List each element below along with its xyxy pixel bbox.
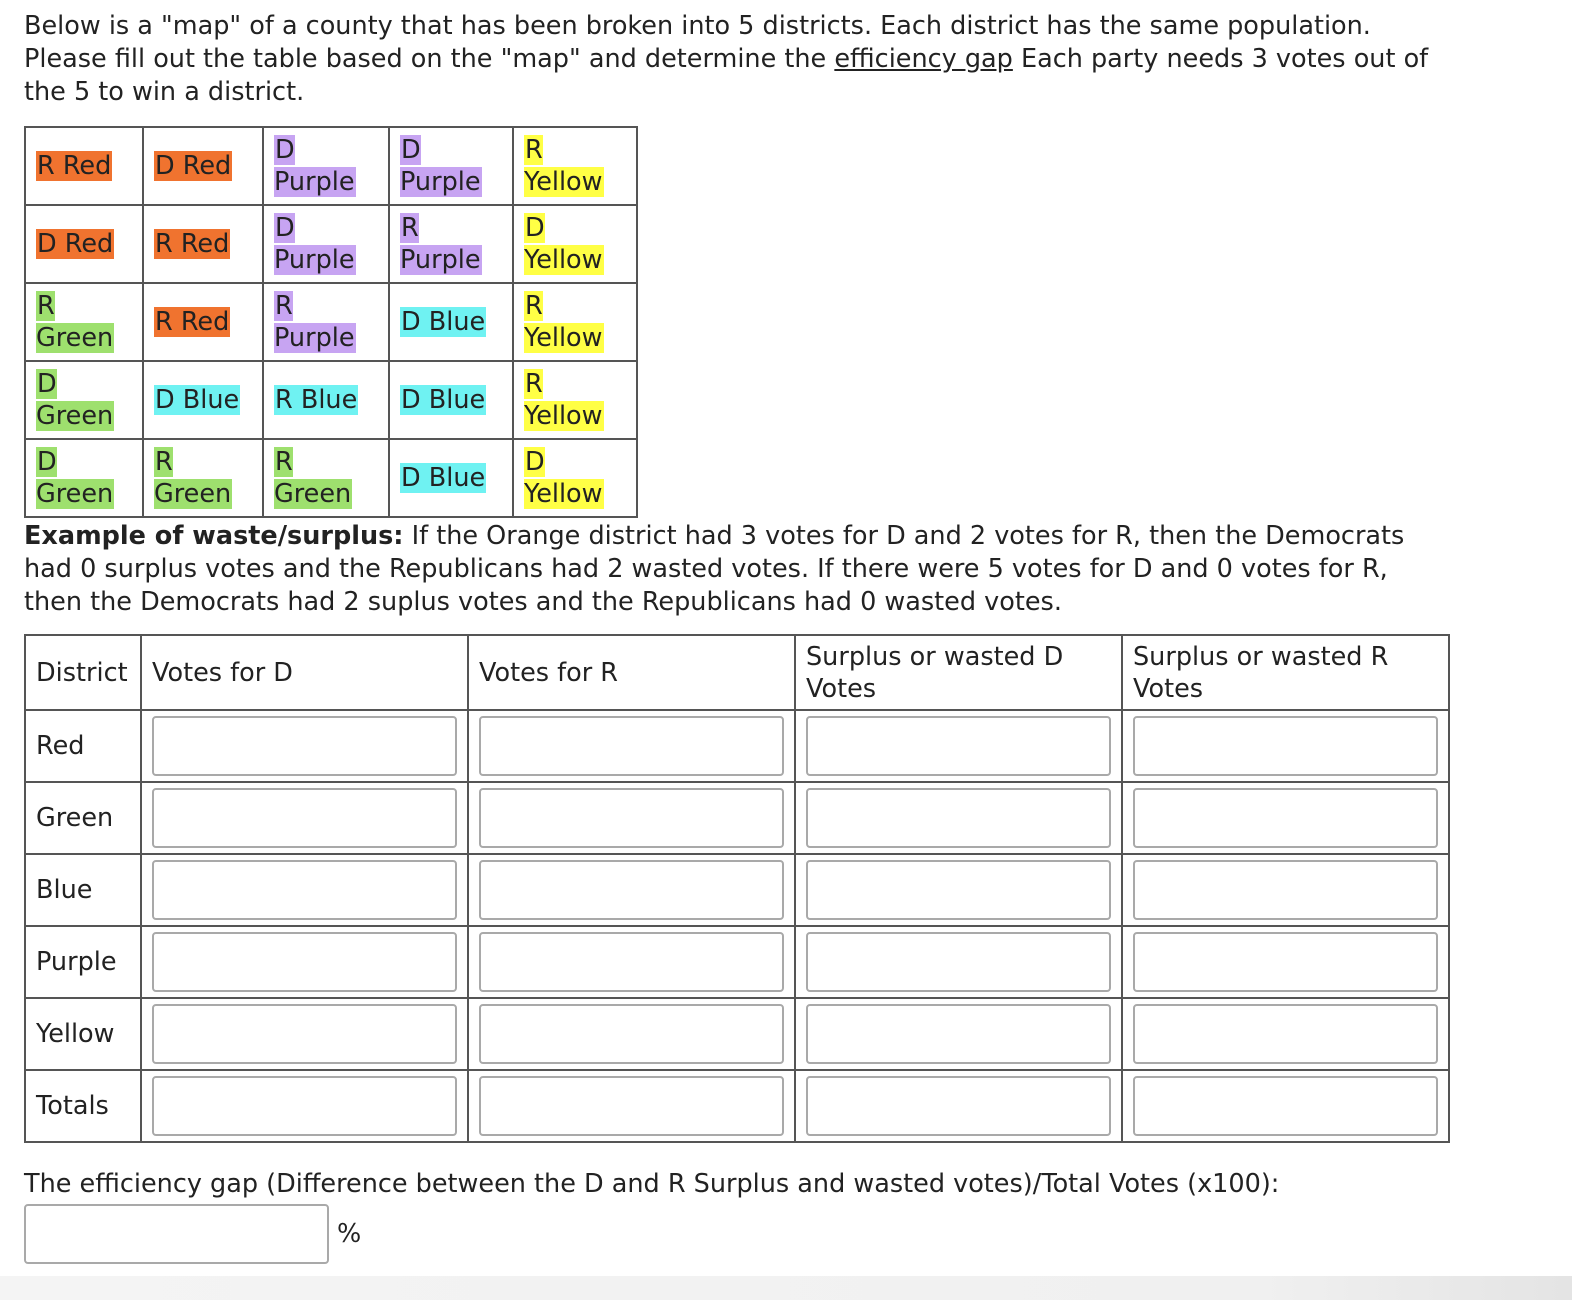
table-row — [25, 926, 1449, 998]
input-cell — [795, 998, 1122, 1070]
input-cell — [141, 710, 468, 782]
votes-d-input[interactable] — [152, 932, 457, 992]
example-text: Example of waste/surplus: If the Orange district had 3 votes for D and 2 votes for R, then the Democrats had 0 surplus votes and the Republicans had 2 wasted votes. If there were 5 votes for D and 0 votes for R, then the Democrats had 2 suplus votes and the Republicans had 0 wasted votes. — [24, 521, 1405, 617]
map-cell — [263, 205, 389, 283]
map-cell — [389, 127, 513, 205]
votes-r-input[interactable] — [479, 1076, 784, 1136]
district-name: Red — [25, 710, 141, 782]
efficiency-gap-input[interactable] — [24, 1204, 329, 1264]
input-cell — [795, 854, 1122, 926]
map-cell — [513, 361, 637, 439]
map-cell — [143, 127, 263, 205]
votes-table — [24, 634, 1450, 1143]
votes-r-input[interactable] — [479, 788, 784, 848]
map-cell — [263, 283, 389, 361]
input-cell — [1122, 998, 1449, 1070]
input-cell — [1122, 782, 1449, 854]
map-cell-label: D Green — [36, 369, 114, 431]
map-cell — [263, 439, 389, 517]
district-name: Blue — [25, 854, 141, 926]
votes-d-input[interactable] — [152, 1004, 457, 1064]
input-cell — [468, 998, 795, 1070]
map-cell-label: R Yellow — [524, 291, 603, 353]
input-cell — [468, 926, 795, 998]
table-row — [25, 998, 1449, 1070]
efficiency-gap-link[interactable]: efficiency gap — [834, 44, 1013, 74]
map-cell-label: R Purple — [400, 213, 481, 275]
input-cell — [141, 1070, 468, 1142]
input-cell — [1122, 854, 1449, 926]
map-cell-label: D Red — [155, 151, 232, 181]
map-cell-label: R Green — [154, 447, 232, 509]
surplus-r-input[interactable] — [1133, 932, 1438, 992]
table-row — [25, 782, 1449, 854]
efficiency-gap-label: The efficiency gap (Difference between the D and R Surplus and wasted votes)/Total Votes (x100): — [24, 1169, 1280, 1199]
example-label: Example of waste/surplus: — [24, 521, 404, 551]
votes-r-input[interactable] — [479, 716, 784, 776]
map-cell-label: D Blue — [401, 385, 486, 415]
map-cell-label: D Yellow — [524, 447, 603, 509]
map-cell — [513, 127, 637, 205]
table-row — [25, 1070, 1449, 1142]
surplus-r-input[interactable] — [1133, 1076, 1438, 1136]
input-cell — [795, 1070, 1122, 1142]
input-cell — [468, 782, 795, 854]
map-cell — [25, 283, 143, 361]
map-row — [25, 283, 637, 361]
map-row — [25, 205, 637, 283]
votes-r-input[interactable] — [479, 860, 784, 920]
map-cell-label: D Green — [36, 447, 114, 509]
map-cell — [143, 361, 263, 439]
input-cell — [795, 710, 1122, 782]
district-name: Purple — [25, 926, 141, 998]
input-cell — [1122, 926, 1449, 998]
header-votes-r: Votes for R — [468, 635, 795, 710]
map-cell-label: D Purple — [274, 135, 355, 197]
votes-d-input[interactable] — [152, 1076, 457, 1136]
surplus-d-input[interactable] — [806, 860, 1111, 920]
map-cell-label: R Green — [36, 291, 114, 353]
map-cell — [389, 439, 513, 517]
map-cell-label: D Red — [37, 229, 114, 259]
input-cell — [141, 998, 468, 1070]
votes-r-input[interactable] — [479, 932, 784, 992]
map-cell — [143, 283, 263, 361]
input-cell — [795, 926, 1122, 998]
surplus-d-input[interactable] — [806, 788, 1111, 848]
surplus-d-input[interactable] — [806, 1004, 1111, 1064]
map-cell-label: R Red — [155, 229, 230, 259]
map-cell — [513, 283, 637, 361]
map-cell — [25, 361, 143, 439]
map-cell — [143, 205, 263, 283]
map-row — [25, 361, 637, 439]
map-cell — [389, 205, 513, 283]
map-cell-label: D Purple — [400, 135, 481, 197]
header-votes-d: Votes for D — [141, 635, 468, 710]
surplus-d-input[interactable] — [806, 1076, 1111, 1136]
map-cell — [143, 439, 263, 517]
map-cell — [513, 205, 637, 283]
surplus-r-input[interactable] — [1133, 716, 1438, 776]
map-cell — [389, 283, 513, 361]
map-row — [25, 439, 637, 517]
map-cell-label: R Yellow — [524, 369, 603, 431]
map-cell-label: R Blue — [275, 385, 358, 415]
map-cell-label: D Blue — [401, 463, 486, 493]
map-cell — [25, 205, 143, 283]
percent-sign: % — [337, 1219, 362, 1249]
map-cell-label: R Red — [155, 307, 230, 337]
map-cell-label: R Purple — [274, 291, 355, 353]
input-cell — [141, 854, 468, 926]
surplus-r-input[interactable] — [1133, 1004, 1438, 1064]
district-name: Totals — [25, 1070, 141, 1142]
votes-r-input[interactable] — [479, 1004, 784, 1064]
input-cell — [468, 854, 795, 926]
map-row — [25, 127, 637, 205]
votes-d-input[interactable] — [152, 860, 457, 920]
map-cell — [25, 439, 143, 517]
map-cell — [513, 439, 637, 517]
window-bottom-shade — [0, 1276, 1572, 1300]
map-cell — [25, 127, 143, 205]
map-cell — [263, 361, 389, 439]
surplus-d-input[interactable] — [806, 932, 1111, 992]
input-cell — [1122, 1070, 1449, 1142]
input-cell — [468, 710, 795, 782]
input-cell — [468, 1070, 795, 1142]
surplus-r-input[interactable] — [1133, 860, 1438, 920]
map-cell-label: D Purple — [274, 213, 355, 275]
map-cell-label: R Red — [37, 151, 112, 181]
instructions: Below is a "map" of a county that has been broken into 5 districts. Each district has the same population. Please fill out the table based on the "map" and determine the efficiency gap Each party needs 3 votes out of the 5 to win a district. — [24, 11, 1429, 107]
input-cell — [1122, 710, 1449, 782]
votes-d-input[interactable] — [152, 788, 457, 848]
table-row — [25, 710, 1449, 782]
table-row — [25, 854, 1449, 926]
map-cell — [389, 361, 513, 439]
map-cell-label: D Blue — [155, 385, 240, 415]
surplus-r-input[interactable] — [1133, 788, 1438, 848]
votes-d-input[interactable] — [152, 716, 457, 776]
map-cell-label: R Green — [274, 447, 352, 509]
map-cell-label: R Yellow — [524, 135, 603, 197]
surplus-d-input[interactable] — [806, 716, 1111, 776]
header-surplus-r: Surplus or wasted R Votes — [1122, 635, 1449, 710]
map-cell-label: D Yellow — [524, 213, 603, 275]
input-cell — [141, 926, 468, 998]
input-cell — [795, 782, 1122, 854]
header-surplus-d: Surplus or wasted D Votes — [795, 635, 1122, 710]
district-map — [24, 126, 638, 518]
district-name: Yellow — [25, 998, 141, 1070]
map-cell-label: D Blue — [401, 307, 486, 337]
map-cell — [263, 127, 389, 205]
district-name: Green — [25, 782, 141, 854]
header-district: District — [25, 635, 141, 710]
input-cell — [141, 782, 468, 854]
